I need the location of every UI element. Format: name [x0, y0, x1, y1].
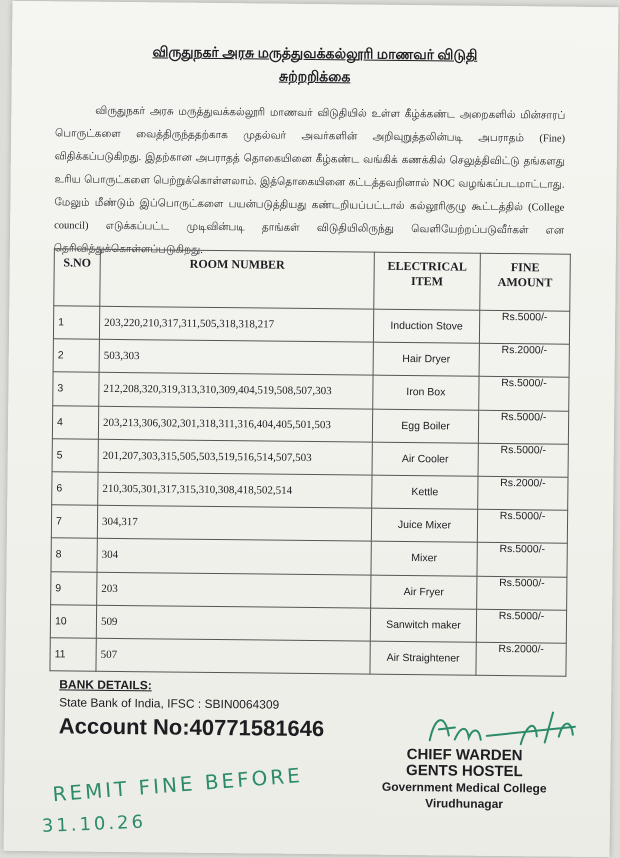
row-electrical-item: Egg Boiler [372, 409, 478, 443]
row-room-numbers: 212,208,320,319,313,310,309,404,519,508,507,303 [99, 373, 373, 409]
row-fine-amount: Rs.2000/- [478, 476, 568, 510]
handwritten-date: 31.10.26 [41, 811, 147, 837]
fines-table [49, 248, 570, 676]
row-electrical-item: Kettle [372, 475, 478, 509]
row-room-numbers: 507 [96, 638, 370, 674]
table-row [51, 505, 567, 544]
row-sno: 11 [50, 638, 96, 672]
row-fine-amount: Rs.5000/- [477, 543, 567, 577]
notice-subtitle: சுற்றறிக்கை [278, 69, 351, 86]
row-fine-amount: Rs.5000/- [478, 410, 568, 444]
signatory-title: CHIEF WARDEN [406, 746, 523, 765]
row-electrical-item: Air Straightener [370, 641, 476, 675]
row-fine-amount: Rs.5000/- [479, 377, 569, 411]
row-sno: 6 [52, 472, 98, 506]
row-room-numbers: 304 [97, 539, 371, 575]
row-room-numbers: 210,305,301,317,315,310,308,418,502,514 [98, 472, 372, 508]
row-sno: 2 [53, 339, 99, 373]
row-fine-amount: Rs.5000/- [477, 576, 567, 610]
row-sno: 5 [52, 439, 98, 473]
table-header-row [54, 249, 571, 311]
header-fine-amount: FINE AMOUNT [480, 253, 571, 311]
row-sno: 1 [53, 306, 99, 340]
row-fine-amount: Rs.5000/- [478, 443, 568, 477]
table-row [51, 571, 567, 610]
header-electrical-item: ELECTRICAL ITEM [374, 252, 481, 310]
signatory-block [354, 746, 575, 812]
row-fine-amount: Rs.5000/- [477, 509, 567, 543]
row-room-numbers: 304,317 [97, 505, 371, 541]
row-fine-amount: Rs.5000/- [479, 310, 569, 344]
row-sno: 4 [52, 405, 98, 439]
row-electrical-item: Induction Stove [373, 309, 479, 343]
row-room-numbers: 201,207,303,315,505,503,519,516,514,507,503 [98, 439, 372, 475]
row-fine-amount: Rs.2000/- [479, 343, 569, 377]
table-row [50, 604, 566, 643]
row-electrical-item: Air Cooler [372, 442, 478, 476]
row-room-numbers: 509 [96, 605, 370, 641]
notice-paper [4, 1, 619, 857]
notice-body: விருதுநகர் அரசு மருத்துவக்கல்லூரி மாணவர் விடுதியில் உள்ள கீழ்க்கண்ட அறைகளில் மின்சாரப் பொருட்களை வைத்திருந்ததற்காக முதல்வர் அவர்களின் அறிவுறுத்தலின்படி அபராதம் (Fine) விதிக்கப்படுகிறது. இதற்கான அபராதத் தொகையினை கீழ்கண்ட வங்கிக் கணக்கில் செலுத்திவிட்டு தங்களது உரிய பொருட்களை பெற்றுக்கொள்ளலாம். இத்தொகையினை கட்டத்தவறினால் NOC வழங்கப்படமாட்டாது. மேலும் மீண்டும் இப்பொருட்களை பயன்படுத்தியது கண்டறியப்பட்டால் கல்லூரிகுழு கூட்டத்தில் (College council) எடுக்கப்பட்ட முடிவின்படி தாங்கள் விடுதியிலிருந்து வெளியேற்றப்படுவீர்கள் என தெரிவித்துக்கொள்ளப்படுகிறது. [53, 105, 566, 256]
signatory-college: Government Medical College [381, 779, 547, 796]
row-room-numbers: 203,213,306,302,301,318,311,316,404,405,501,503 [98, 406, 372, 442]
table-row [53, 372, 569, 411]
header-sno: S.NO [54, 249, 101, 306]
row-electrical-item: Hair Dryer [373, 342, 479, 376]
row-electrical-item: Air Fryer [371, 575, 477, 609]
table-row [50, 638, 566, 677]
signatory-city: Virudhunagar [425, 796, 504, 812]
row-room-numbers: 203 [97, 572, 371, 608]
row-fine-amount: Rs.2000/- [476, 642, 566, 676]
row-sno: 7 [51, 505, 97, 539]
table-row [51, 538, 567, 577]
table-row [52, 472, 568, 511]
notice-title: விருதுநகர் அரசு மருத்துவக்கல்லூரி மாணவர் விடுதி [152, 45, 478, 64]
table-row [52, 405, 568, 444]
row-room-numbers: 203,220,210,317,311,505,318,318,217 [99, 306, 373, 342]
table-row [52, 439, 568, 478]
row-fine-amount: Rs.5000/- [476, 609, 566, 643]
row-electrical-item: Sanwitch maker [370, 608, 476, 642]
row-electrical-item: Iron Box [373, 376, 479, 410]
row-sno: 10 [50, 604, 96, 638]
row-room-numbers: 503,303 [99, 339, 373, 375]
row-sno: 9 [51, 571, 97, 605]
table-row [53, 339, 569, 378]
bank-details-label: BANK DETAILS: [59, 677, 152, 693]
row-electrical-item: Juice Mixer [371, 508, 477, 542]
signatory-hostel: GENTS HOSTEL [405, 762, 523, 781]
table-row [53, 306, 569, 345]
bank-info: State Bank of India, IFSC : SBIN0064309 [59, 695, 280, 712]
row-electrical-item: Mixer [371, 541, 477, 575]
row-sno: 8 [51, 538, 97, 572]
handwritten-note: REMIT FINE BEFORE [51, 763, 304, 807]
row-sno: 3 [53, 372, 99, 406]
header-room-number: ROOM NUMBER [100, 249, 375, 309]
account-number: Account No:40771581646 [58, 713, 325, 742]
